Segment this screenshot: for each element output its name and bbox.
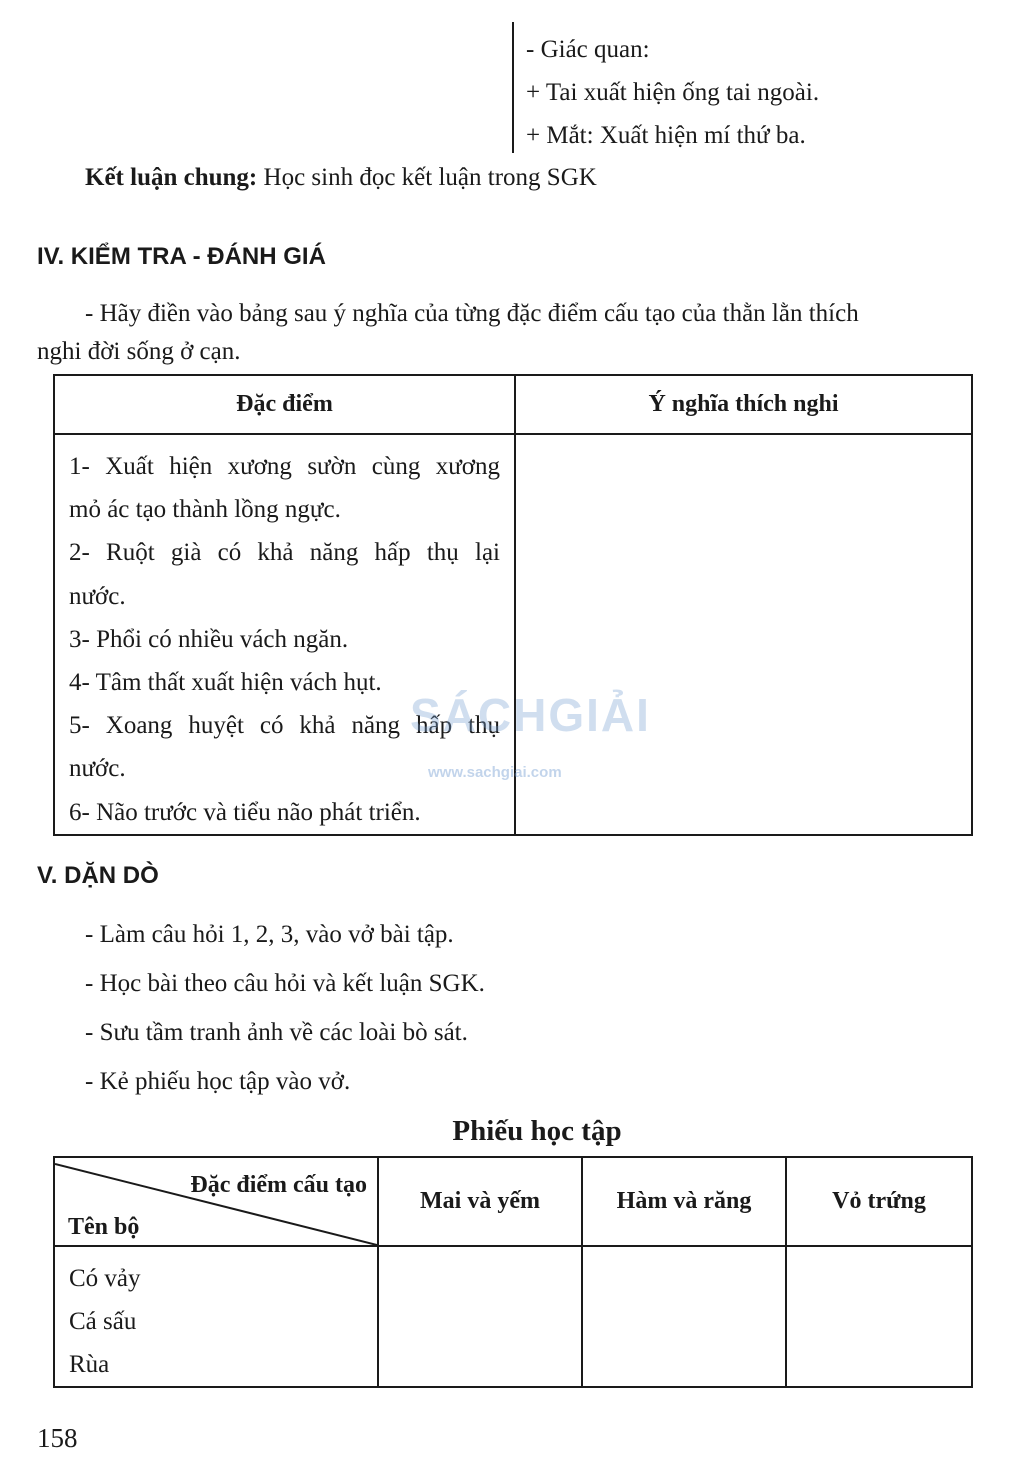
senses-line: - Giác quan: (526, 36, 650, 63)
header-feature: Đặc điểm (54, 375, 515, 434)
section5-heading: V. DẶN DÒ (37, 862, 159, 889)
section4-heading: IV. KIỂM TRA - ĐÁNH GIÁ (37, 243, 326, 270)
task-item-4: - Kẻ phiếu học tập vào vở. (85, 1068, 351, 1095)
section4-instruction-line2: nghi đời sống ở cạn. (37, 338, 241, 365)
jaw-answer-cell (582, 1246, 786, 1387)
watermark-logo: SÁCHGIẢI (410, 689, 651, 741)
eye-line: + Mắt: Xuất hiện mí thứ ba. (526, 122, 806, 149)
task-item-1: - Làm câu hỏi 1, 2, 3, vào vở bài tập. (85, 921, 454, 948)
corner-top-label: Đặc điểm cấu tạo (190, 1172, 367, 1198)
worksheet-title: Phiếu học tập (452, 1115, 622, 1147)
feature-line-7: 5- Xoang huyệt có khả năng hấp thụ (69, 712, 500, 740)
meaning-cell (515, 434, 972, 835)
vertical-rule (512, 22, 514, 153)
feature-line-8: nước. (69, 755, 126, 783)
feature-line-3: 2- Ruột già có khả năng hấp thụ lại (69, 539, 500, 567)
col-jaw-teeth: Hàm và răng (582, 1157, 786, 1246)
feature-line-2: mỏ ác tạo thành lồng ngực. (69, 496, 341, 524)
task-item-2: - Học bài theo câu hỏi và kết luận SGK. (85, 970, 485, 997)
col-shell: Mai và yếm (378, 1157, 582, 1246)
egg-answer-cell (786, 1246, 972, 1387)
feature-line-4: nước. (69, 582, 126, 610)
col-eggshell: Vỏ trứng (786, 1157, 972, 1246)
order-row-1: Có vảy (69, 1265, 141, 1292)
header-meaning: Ý nghĩa thích nghi (515, 375, 972, 434)
shell-answer-cell (378, 1246, 582, 1387)
order-row-3: Rùa (69, 1351, 110, 1378)
order-row-2: Cá sấu (69, 1308, 137, 1335)
watermark-url: www.sachgiai.com (428, 764, 562, 781)
corner-bottom-label: Tên bộ (68, 1214, 140, 1240)
feature-line-1: 1- Xuất hiện xương sườn cùng xương (69, 453, 500, 480)
task-item-3: - Sưu tầm tranh ảnh về các loài bò sát. (85, 1019, 468, 1046)
orders-cell (54, 1246, 378, 1387)
feature-line-6: 4- Tâm thất xuất hiện vách hụt. (69, 669, 382, 697)
section4-instruction-line1: - Hãy điền vào bảng sau ý nghĩa của từng đặc điểm cấu tạo của thằn lằn thích (85, 300, 859, 327)
feature-line-9: 6- Não trước và tiểu não phát triển. (69, 798, 421, 826)
page-number: 158 (37, 1423, 78, 1453)
conclusion-label: Kết luận chung: (85, 164, 258, 191)
general-conclusion (85, 165, 597, 190)
conclusion-text: Học sinh đọc kết luận trong SGK (257, 164, 597, 191)
corner-header (54, 1157, 378, 1246)
ear-line: + Tai xuất hiện ống tai ngoài. (526, 79, 820, 106)
feature-line-5: 3- Phổi có nhiều vách ngăn. (69, 625, 349, 653)
worksheet-table (53, 1156, 973, 1388)
